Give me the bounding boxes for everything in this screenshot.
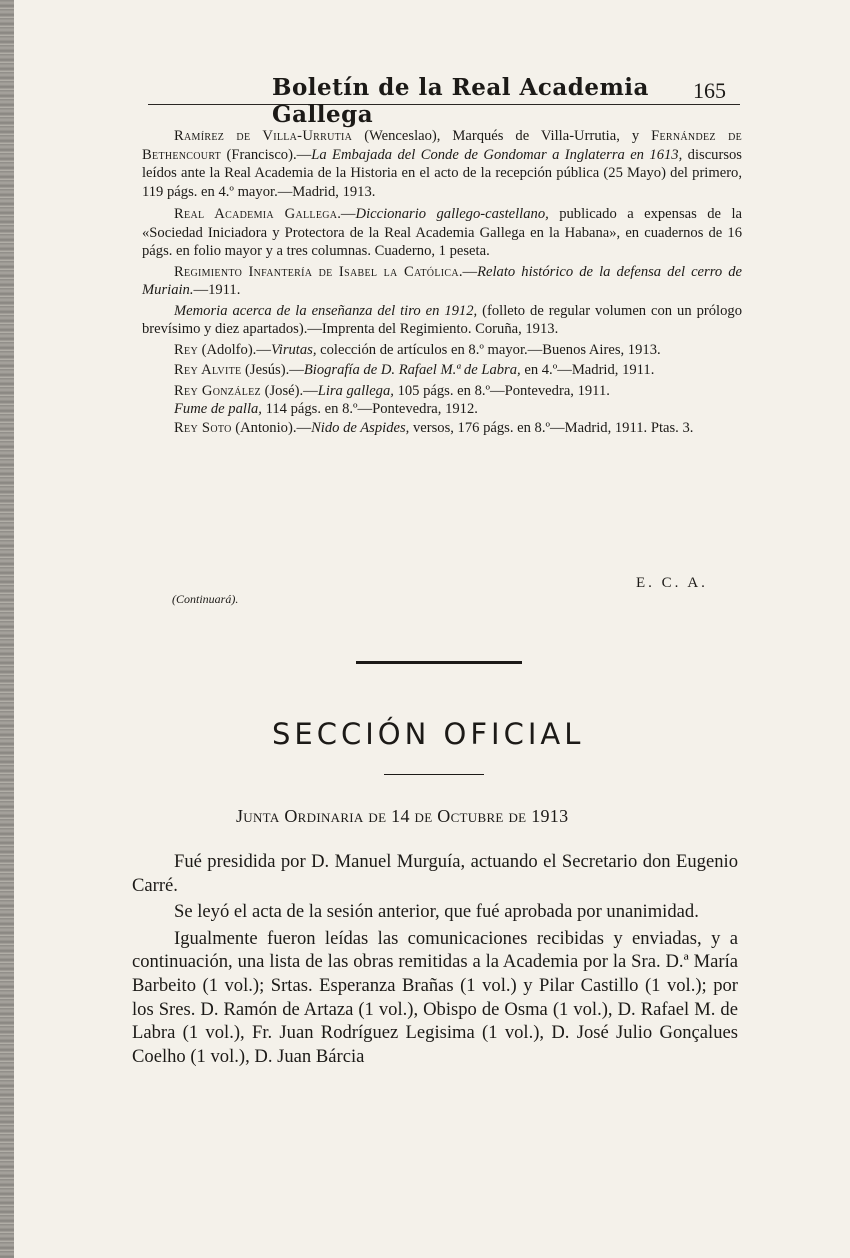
bib-entry: Memoria acerca de la enseñanza del tiro en 1912, (folleto de regular volumen con un prólogo brevísimo y diez apartados).—Imprenta del Regimiento. Coruña, 1913. [142, 302, 742, 337]
meeting-heading: Junta Ordinaria de 14 de Octubre de 1913 [236, 806, 569, 826]
author-initials: E. C. A. [636, 575, 708, 591]
paragraph: Fué presidida por D. Manuel Murguía, actuando el Secretario don Eugenio Carré. [132, 851, 738, 896]
page-number: 165 [693, 78, 726, 103]
paragraph: Igualmente fueron leídas las comunicaciones recibidas y enviadas, y a continuación, una lista de las obras remitidas a la Academia por la Sra. D.ª María Barbeito (1 vol.); Srtas. Esperanza Brañas (1 vol.) y Pilar Castillo (1 vol.); por los Sres. D. Ramón de Artaza (1 vol.), Obispo de Osma (1 vol.), D. Rafael M. de Labra (1 vol.), Fr. Juan Rodríguez Legisima (1 vol.), D. José Julio Gonçalues Coelho (1 vol.), D. Juan Bárcia [132, 927, 738, 1067]
bib-entry: Ramírez de Villa-Urrutia (Wenceslao), Marqués de Villa-Urrutia, y Fernández de Bethencourt (Francisco).—La Embajada del Conde de Gondomar a Inglaterra en 1613, discursos leídos ante la Real Academia de la Historia en el acto de la recepción pública (25 Mayo) del primero, 119 págs. en 4.º mayor.—Madrid, 1913. [142, 128, 742, 200]
running-header [148, 74, 740, 128]
continued-note: (Continuará). [172, 592, 239, 606]
section-divider [356, 661, 522, 664]
bib-entry: Regimiento Infantería de Isabel la Católica.—Relato histórico de la defensa del cerro de Muriain.—1911. [142, 263, 743, 298]
bib-entry: Rey Alvite (Jesús).—Biografía de D. Rafael M.ª de Labra, en 4.º—Madrid, 1911. [174, 362, 655, 378]
bib-entry: Real Academia Gallega.—Diccionario gallego-castellano, publicado a expensas de la «Sociedad Iniciadora y Protectora de la Real Academia Gallega en la Habana», en cuadernos de 16 págs. en folio mayor y a tres columnas. Cuaderno, 1 peseta. [142, 206, 742, 259]
bib-entry: Fume de palla, 114 págs. en 8.º—Pontevedra, 1912. [174, 401, 478, 417]
minutes-body [132, 850, 738, 1068]
scanned-page-edge [0, 0, 14, 1258]
paragraph: Se leyó el acta de la sesión anterior, que fué aprobada por unanimidad. [174, 901, 699, 923]
bibliography-list [142, 127, 742, 437]
bib-entry: Rey González (José).—Lira gallega, 105 págs. en 8.º—Pontevedra, 1911. [174, 382, 610, 399]
bib-entry: Rey (Adolfo).—Virutas, colección de artículos en 8.º mayor.—Buenos Aires, 1913. [174, 341, 661, 358]
bib-entry: Rey Soto (Antonio).—Nido de Aspides, versos, 176 págs. en 8.º—Madrid, 1911. Ptas. 3. [174, 419, 694, 436]
title-underline [384, 774, 484, 775]
journal-title: Boletín de la Real Academia Gallega [272, 74, 649, 128]
section-title: SECCIÓN OFICIAL [272, 717, 585, 751]
